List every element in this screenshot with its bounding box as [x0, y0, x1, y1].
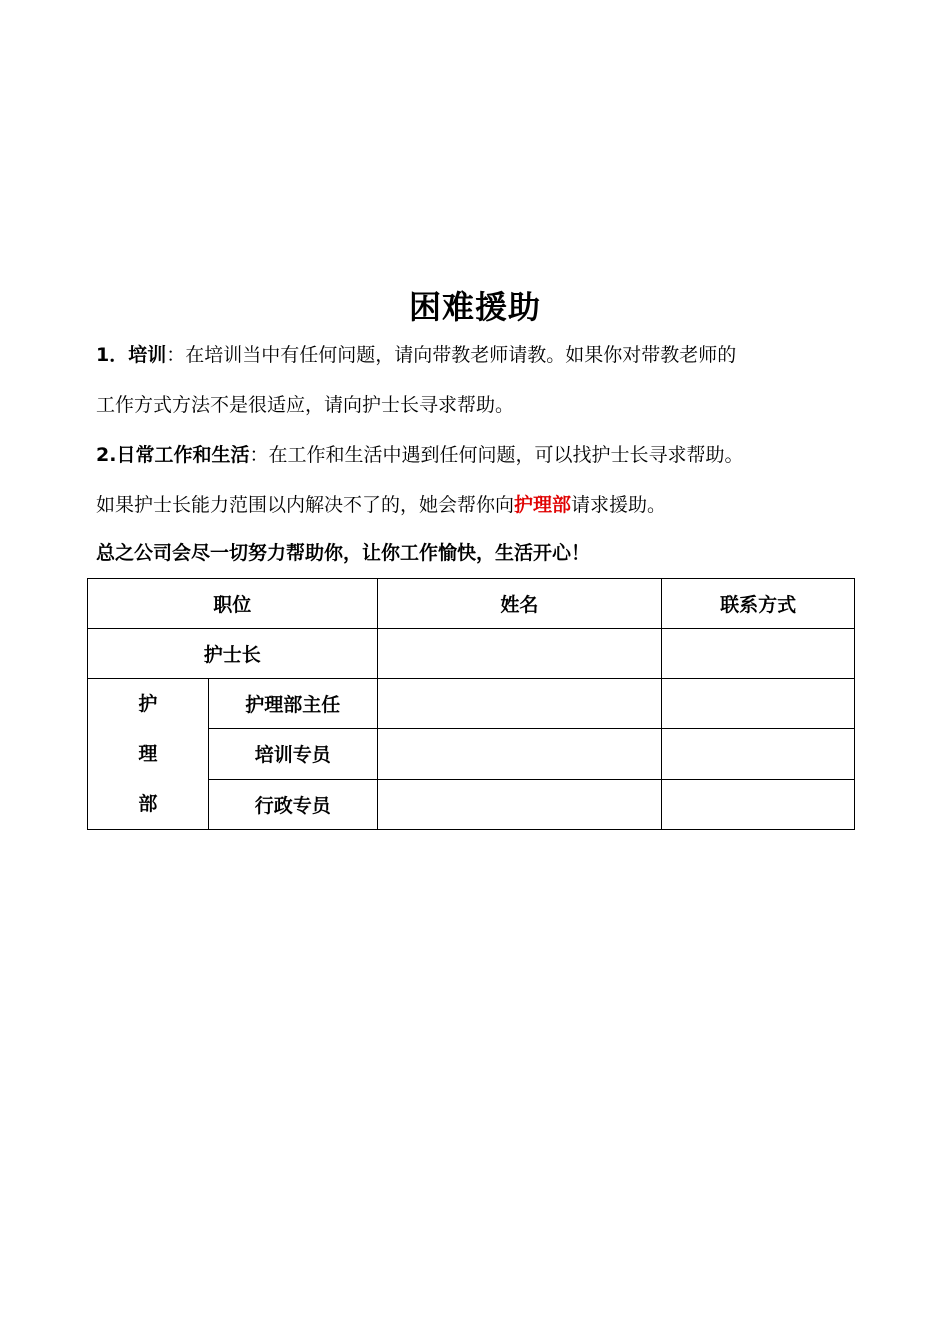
name-cell[interactable] [377, 729, 662, 779]
item-daily-line1: 2.日常工作和生活：在工作和生活中遇到任何问题，可以找护士长寻求帮助。 [96, 444, 744, 466]
name-cell[interactable] [377, 679, 662, 729]
item-training-text1: 在培训当中有任何问题，请向带教老师请教。如果你对带教老师的 [185, 344, 737, 366]
header-position: 职位 [88, 579, 378, 629]
department-nursing: 护 理 部 [88, 679, 209, 830]
table-row [88, 679, 855, 729]
item-daily-label: 2.日常工作和生活 [96, 444, 250, 466]
table-header-row [88, 579, 855, 629]
item-training-text2: 工作方式方法不是很适应，请向护士长寻求帮助。 [96, 394, 515, 416]
item-training-label: 1．培训 [96, 344, 167, 366]
page-title: 困难援助 [408, 288, 541, 326]
contact-table [87, 578, 855, 830]
position-training-specialist: 培训专员 [208, 729, 377, 779]
header-name: 姓名 [377, 579, 662, 629]
contact-cell[interactable] [662, 729, 855, 779]
contact-cell[interactable] [662, 629, 855, 679]
item-daily-line2: 如果护士长能力范围以内解决不了的，她会帮你向护理部请求援助。 [96, 494, 667, 516]
position-head-nurse: 护士长 [88, 629, 378, 679]
header-contact: 联系方式 [662, 579, 855, 629]
contact-cell[interactable] [662, 679, 855, 729]
item-training [96, 330, 866, 430]
position-director: 护理部主任 [208, 679, 377, 729]
nursing-dept-highlight: 护理部 [514, 494, 572, 516]
item-training-line1: 1．培训：在培训当中有任何问题，请向带教老师请教。如果你对带教老师的 [96, 344, 737, 366]
table-row [88, 629, 855, 679]
name-cell[interactable] [377, 779, 662, 829]
contact-cell[interactable] [662, 779, 855, 829]
name-cell[interactable] [377, 629, 662, 679]
summary-text: 总之公司会尽一切努力帮助你，让你工作愉快，生活开心！ [96, 542, 591, 564]
item-daily [96, 430, 866, 530]
item-daily-text1: 在工作和生活中遇到任何问题，可以找护士长寻求帮助。 [268, 444, 744, 466]
position-admin-specialist: 行政专员 [208, 779, 377, 829]
